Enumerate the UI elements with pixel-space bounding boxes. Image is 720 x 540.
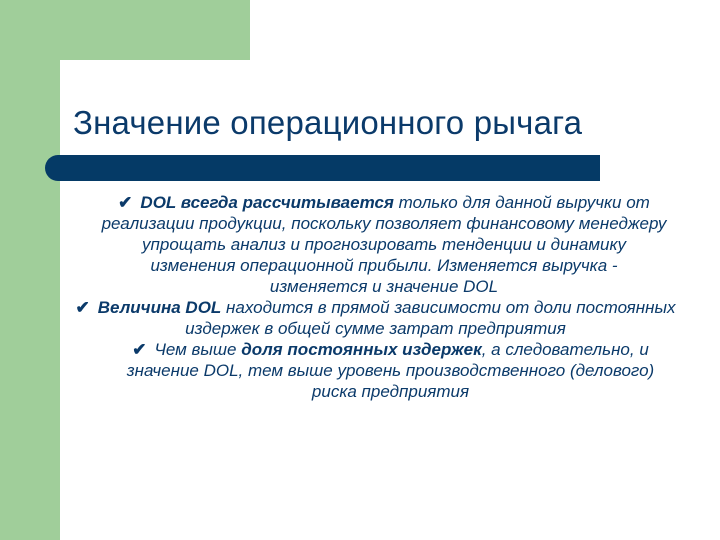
title-underline-bar [45, 155, 600, 181]
bullet-3-bold: доля постоянных издержек [241, 340, 482, 359]
bullet-point-2 [73, 297, 678, 339]
green-left-strip-decoration [0, 0, 60, 540]
bullet-3-pre: Чем выше [154, 340, 242, 359]
bullet-3-text: , а следовательно, и значение DOL, тем выше уровень производственного (делового) риска предприятия [126, 340, 655, 401]
slide-content [73, 192, 678, 402]
bullet-point-3 [118, 339, 663, 402]
bullet-2-text: находится в прямой зависимости от доли постоянных издержек в общей сумме затрат предприятия [185, 298, 676, 338]
bullet-1-text: только для данной выручки от реализации продукции, поскольку позволяет финансовому менеджеру упрощать анализ и прогнозировать тенденции и динамику изменения операционной прибыли. Изменяется выручка - изменяется и значение DOL [101, 193, 667, 296]
check-icon: ✔ [132, 340, 147, 359]
check-icon: ✔ [75, 298, 90, 317]
bullet-point-1 [101, 192, 667, 297]
slide-title: Значение операционного рычага [73, 104, 583, 141]
bullet-1-bold: DOL всегда рассчитывается [140, 193, 394, 212]
bullet-2-bold: Величина DOL [97, 298, 222, 317]
check-icon: ✔ [118, 193, 133, 212]
